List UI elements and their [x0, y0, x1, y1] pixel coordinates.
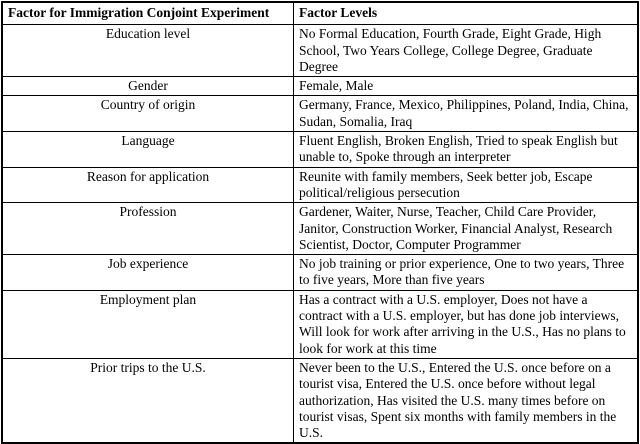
table-row: [2, 167, 638, 203]
factor-cell: Prior trips to the U.S.: [2, 358, 294, 443]
levels-column-header: Factor Levels: [294, 2, 639, 25]
table-row: [2, 132, 638, 168]
levels-cell: Never been to the U.S., Entered the U.S. once before on a tourist visa, Entered the U.S. once before without legal authorization, Has visited the U.S. many times before on tourist visas, Spent six months with family members in the U.S.: [294, 358, 639, 443]
factor-cell: Country of origin: [2, 96, 294, 132]
factor-cell: Reason for application: [2, 167, 294, 203]
factor-cell: Education level: [2, 25, 294, 77]
table-row: [2, 203, 638, 255]
conjoint-factor-table: [1, 1, 639, 444]
levels-cell: No job training or prior experience, One to two years, Three to five years, More than five years: [294, 255, 639, 291]
levels-cell: No Formal Education, Fourth Grade, Eight Grade, High School, Two Years College, College Degree, Graduate Degree: [294, 25, 639, 77]
levels-cell: Reunite with family members, Seek better job, Escape political/religious persecution: [294, 167, 639, 203]
table-row: [2, 96, 638, 132]
levels-cell: Germany, France, Mexico, Philippines, Poland, India, China, Sudan, Somalia, Iraq: [294, 96, 639, 132]
levels-cell: Gardener, Waiter, Nurse, Teacher, Child Care Provider, Janitor, Construction Worker, Financial Analyst, Research Scientist, Doctor, Computer Programmer: [294, 203, 639, 255]
levels-cell: Female, Male: [294, 77, 639, 96]
factor-cell: Job experience: [2, 255, 294, 291]
table-row: [2, 290, 638, 358]
levels-cell: Fluent English, Broken English, Tried to speak English but unable to, Spoke through an interpreter: [294, 132, 639, 168]
header-row: [2, 2, 638, 25]
table-row: [2, 255, 638, 291]
factor-cell: Employment plan: [2, 290, 294, 358]
levels-cell: Has a contract with a U.S. employer, Does not have a contract with a U.S. employer, but has done job interviews, Will look for work after arriving in the U.S., Has no plans to look for work at this time: [294, 290, 639, 358]
table-body: [2, 25, 638, 444]
factor-cell: Gender: [2, 77, 294, 96]
table-row: [2, 358, 638, 443]
table-row: [2, 25, 638, 77]
table-header: [2, 2, 638, 25]
factor-cell: Profession: [2, 203, 294, 255]
table-row: [2, 77, 638, 96]
factor-cell: Language: [2, 132, 294, 168]
factor-column-header: Factor for Immigration Conjoint Experiment: [2, 2, 294, 25]
